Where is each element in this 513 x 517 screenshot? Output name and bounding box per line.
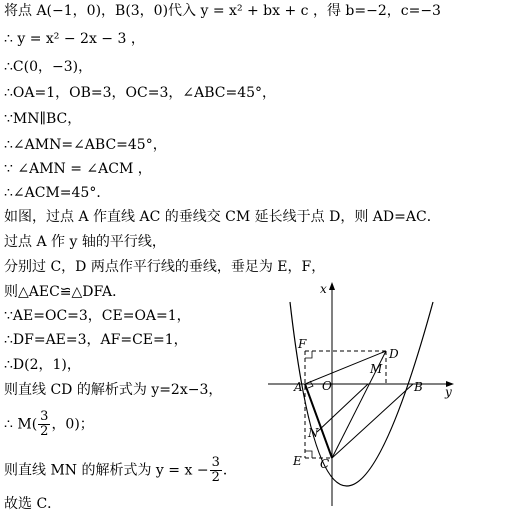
segment-cb [332, 384, 413, 458]
right-angle-e [305, 451, 312, 458]
label-e: E [293, 454, 302, 468]
solution-line-5: ∵MN∥BC， [4, 111, 82, 127]
solution-line-12: 则△AEC≌△DFA． [4, 284, 127, 300]
solution-line-13: ∵AE=OC=3，CE=OA=1， [4, 308, 191, 324]
m-coord-prefix: ∴ M( [4, 416, 38, 433]
solution-line-4: ∴OA=1，OB=3，OC=3，∠ABC=45°， [4, 85, 277, 101]
label-b: B [414, 380, 423, 394]
parabola-curve [290, 302, 433, 486]
solution-line-17 [4, 410, 94, 439]
solution-line-18 [4, 456, 237, 485]
solution-line-10: 过点 A 作 y 轴的平行线， [4, 234, 166, 250]
right-angle-f [305, 351, 312, 358]
parabola-figure [268, 280, 468, 508]
fraction-three-halves [38, 410, 50, 439]
m-coord-suffix: ，0)； [51, 416, 94, 433]
solution-line-7: ∵ ∠AMN = ∠ACM ， [4, 161, 152, 177]
mn-equation-prefix: 则直线 MN 的解析式为 y = x − [4, 462, 209, 479]
label-c: C [320, 457, 330, 471]
solution-line-2: ∴ y = x² − 2x − 3 ， [4, 31, 145, 47]
label-n: N [308, 426, 319, 440]
fraction-denominator-2: 2 [211, 470, 220, 485]
label-x-axis: x [320, 282, 327, 296]
y-axis-arrow [329, 282, 335, 290]
label-d: D [389, 347, 399, 361]
solution-line-8: ∴∠ACM=45°． [4, 185, 111, 201]
mn-equation-suffix: ． [222, 462, 237, 479]
solution-line-19: 故选 C． [4, 496, 62, 512]
solution-line-3: ∴C(0，−3)， [4, 59, 93, 75]
label-m: M [370, 362, 383, 376]
solution-line-15: ∴D(2，1)， [4, 357, 81, 373]
solution-line-6: ∴∠AMN=∠ABC=45°， [4, 137, 167, 153]
fraction-three-halves-2 [210, 456, 222, 485]
solution-line-14: ∴DF=AE=3，AF=CE=1， [4, 332, 188, 348]
label-f: F [298, 337, 307, 351]
label-y-axis: y [445, 385, 452, 399]
fraction-numerator-2: 3 [211, 455, 220, 470]
label-a: A [294, 380, 303, 394]
solution-line-16: 则直线 CD 的解析式为 y=2x−3， [4, 382, 223, 398]
solution-line-11: 分别过 C，D 两点作平行线的垂线，垂足为 E，F， [4, 259, 326, 275]
fraction-denominator: 2 [40, 424, 49, 439]
solution-line-1: 将点 A(−1，0)，B(3，0)代入 y = x² + bx + c ，得 b=−2，c=−3 [4, 3, 441, 19]
label-o: O [322, 379, 332, 393]
solution-line-9: 如图，过点 A 作直线 AC 的垂线交 CM 延长线于点 D，则 AD=AC． [4, 209, 441, 225]
fraction-numerator: 3 [40, 409, 49, 424]
